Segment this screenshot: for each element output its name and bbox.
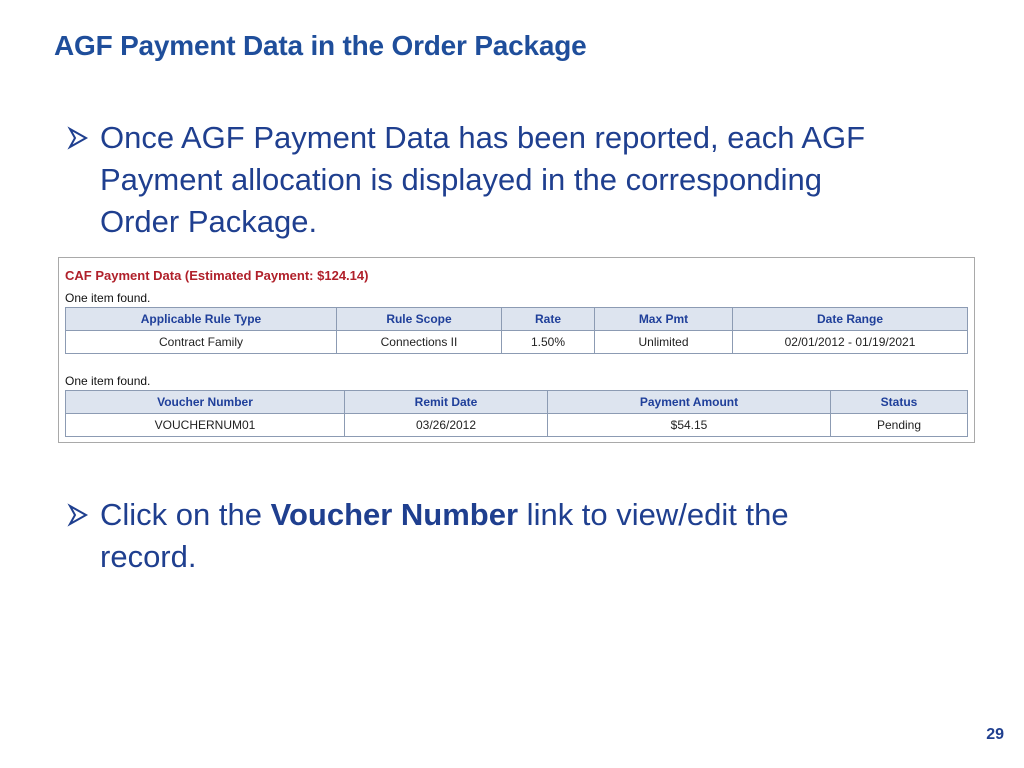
col-payment-amount[interactable]: Payment Amount bbox=[548, 391, 831, 414]
page-number: 29 bbox=[986, 726, 1004, 743]
cell-payment-amount: $54.15 bbox=[548, 414, 831, 437]
found-text-2: One item found. bbox=[65, 374, 151, 388]
voucher-number-link[interactable]: VOUCHERNUM01 bbox=[66, 414, 345, 437]
col-applicable-rule-type[interactable]: Applicable Rule Type bbox=[66, 308, 337, 331]
arrow-bullet-icon bbox=[66, 126, 90, 150]
col-date-range[interactable]: Date Range bbox=[733, 308, 968, 331]
arrow-bullet-icon bbox=[66, 503, 90, 527]
table-row bbox=[66, 414, 968, 437]
bullet-2-post: link to view/edit the record. bbox=[100, 497, 789, 574]
bullet-1 bbox=[66, 117, 886, 243]
col-voucher-number[interactable]: Voucher Number bbox=[66, 391, 345, 414]
col-rate[interactable]: Rate bbox=[502, 308, 595, 331]
cell-remit-date: 03/26/2012 bbox=[345, 414, 548, 437]
col-status[interactable]: Status bbox=[831, 391, 968, 414]
cell-rule-type: Contract Family bbox=[66, 331, 337, 354]
cell-max-pmt: Unlimited bbox=[595, 331, 733, 354]
col-remit-date[interactable]: Remit Date bbox=[345, 391, 548, 414]
caf-payment-panel bbox=[58, 257, 975, 443]
slide-title: AGF Payment Data in the Order Package bbox=[54, 30, 587, 61]
bullet-2-bold: Voucher Number bbox=[270, 497, 519, 532]
cell-date-range: 02/01/2012 - 01/19/2021 bbox=[733, 331, 968, 354]
rules-table bbox=[65, 307, 968, 354]
found-text-1: One item found. bbox=[65, 291, 151, 305]
cell-rate: 1.50% bbox=[502, 331, 595, 354]
col-max-pmt[interactable]: Max Pmt bbox=[595, 308, 733, 331]
col-rule-scope[interactable]: Rule Scope bbox=[337, 308, 502, 331]
table-row bbox=[66, 331, 968, 354]
bullet-2-pre: Click on the bbox=[100, 497, 271, 532]
rules-header-row bbox=[66, 308, 968, 331]
bullet-2-text bbox=[100, 494, 886, 578]
cell-rule-scope: Connections II bbox=[337, 331, 502, 354]
cell-status: Pending bbox=[831, 414, 968, 437]
bullet-2 bbox=[66, 494, 886, 578]
panel-title: CAF Payment Data (Estimated Payment: $124.14) bbox=[65, 268, 369, 283]
voucher-header-row bbox=[66, 391, 968, 414]
voucher-table bbox=[65, 390, 968, 437]
bullet-1-text: Once AGF Payment Data has been reported, each AGF Payment allocation is displayed in the corresponding Order Package. bbox=[100, 120, 866, 239]
